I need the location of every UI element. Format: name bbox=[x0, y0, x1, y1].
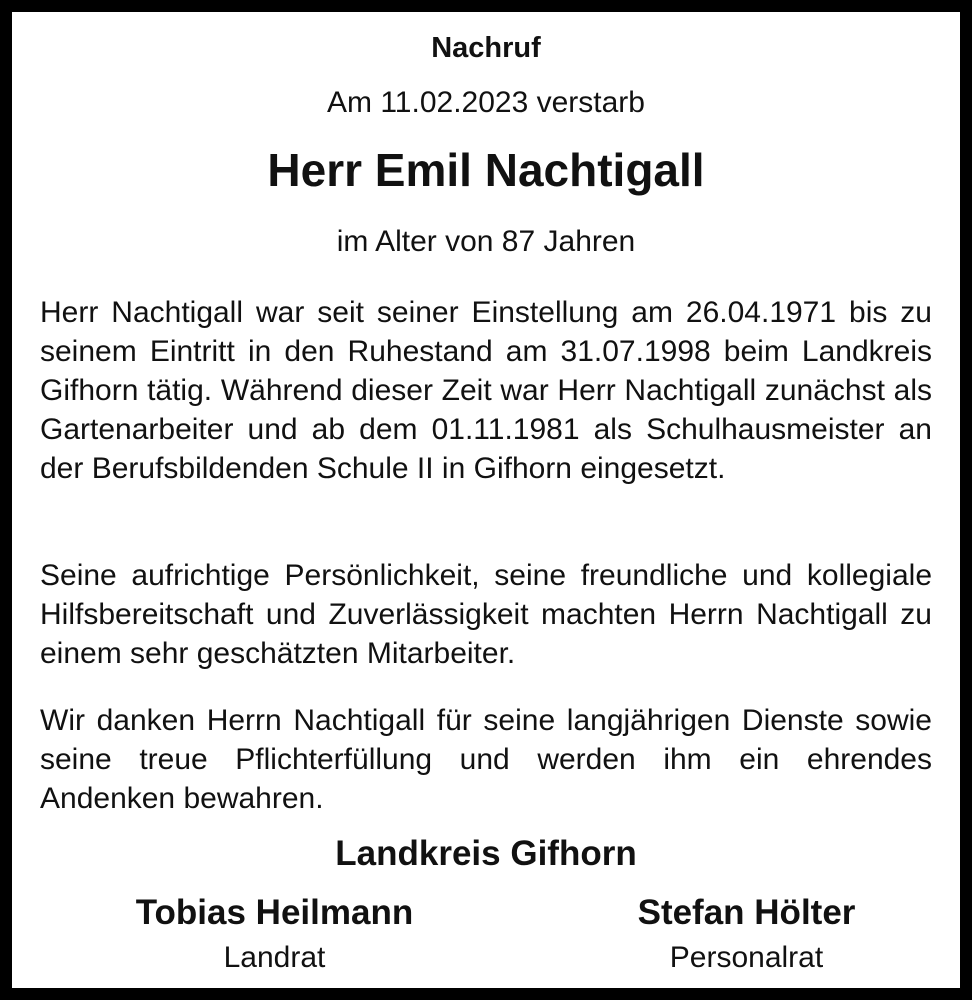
signatory-name: Stefan Hölter bbox=[637, 893, 856, 932]
signatory-left bbox=[102, 892, 447, 978]
paragraph-thanks: Wir danken Herrn Nachtigall für seine langjährigen Dienste sowie seine treue Pflichterfüllung und werden ihm ein ehrendes Andenken bewahren. bbox=[40, 704, 932, 815]
signatory-name: Tobias Heilmann bbox=[135, 893, 414, 932]
signatory-role: Personalrat bbox=[669, 941, 824, 974]
notice-heading: Nachruf bbox=[431, 32, 541, 64]
signatory-role: Landrat bbox=[223, 941, 326, 974]
deceased-name: Herr Emil Nachtigall bbox=[267, 144, 705, 196]
death-date-line: Am 11.02.2023 verstarb bbox=[327, 86, 645, 119]
signatory-right bbox=[584, 892, 909, 978]
paragraph-career: Herr Nachtigall war seit seiner Einstellung am 26.04.1971 bis zu seinem Eintritt in den Ruhestand am 31.07.1998 beim Landkreis Gifhorn tätig. Während dieser Zeit war Herr Nachtigall zunächst als Gartenarbeiter und ab dem 01.11.1981 als Schulhausmeister an der Berufsbildenden Schule II in Gifhorn eingesetzt. bbox=[40, 296, 932, 485]
organization-name: Landkreis Gifhorn bbox=[335, 834, 637, 873]
paragraph-character: Seine aufrichtige Persönlichkeit, seine freundliche und kollegiale Hilfsbereitschaft und Zuverlässigkeit machten Herrn Nachtigall zu einem sehr geschätzten Mitarbeiter. bbox=[40, 559, 932, 670]
age-line: im Alter von 87 Jahren bbox=[336, 225, 636, 258]
